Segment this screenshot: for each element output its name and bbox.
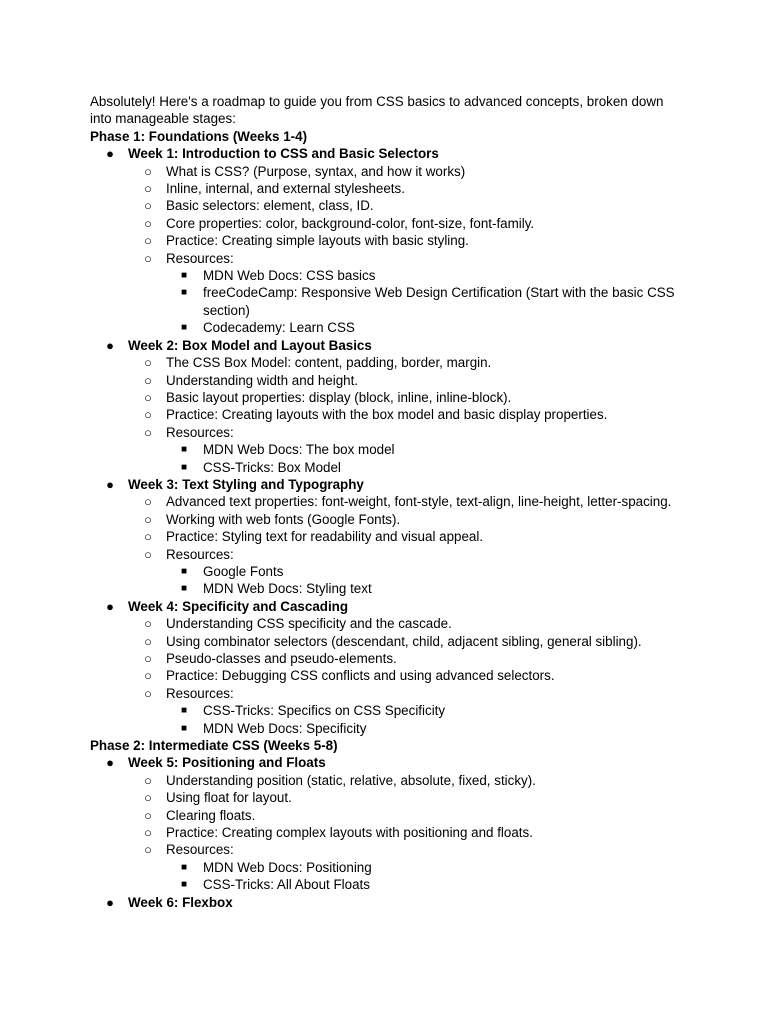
resource-list [166, 702, 680, 737]
filled-circle-bullet-icon: ● [106, 894, 114, 910]
hollow-circle-bullet-icon: ○ [144, 163, 152, 179]
hollow-circle-bullet-icon: ○ [144, 616, 152, 632]
topic-item [128, 232, 680, 249]
topic-item [128, 424, 680, 476]
resource-text: Codecademy: Learn CSS [203, 320, 355, 336]
resource-list [166, 441, 680, 476]
resource-text: MDN Web Docs: Styling text [203, 581, 372, 597]
resource-text: CSS-Tricks: Box Model [203, 459, 341, 475]
topic-item [128, 772, 680, 789]
topic-text: Pseudo-classes and pseudo-elements. [166, 651, 397, 666]
topic-text: Advanced text properties: font-weight, font-style, text-align, line-height, letter-spacing. [166, 494, 672, 510]
topic-item [128, 633, 680, 650]
resource-item [166, 580, 680, 597]
topic-item [128, 511, 680, 528]
topic-item [128, 667, 680, 684]
topic-text: Basic layout properties: display (block, inline, inline-block). [166, 389, 512, 405]
hollow-circle-bullet-icon: ○ [144, 407, 152, 423]
topic-text: Resources: [166, 685, 234, 701]
phase-section [90, 737, 680, 911]
hollow-circle-bullet-icon: ○ [144, 807, 152, 823]
week-title: Week 5: Positioning and Floats [128, 755, 326, 771]
topic-text: Basic selectors: element, class, ID. [166, 198, 374, 214]
hollow-circle-bullet-icon: ○ [144, 233, 152, 249]
document-body [90, 93, 680, 911]
topic-item [128, 215, 680, 232]
square-bullet-icon: ■ [180, 861, 188, 873]
topic-text: Clearing floats. [166, 807, 256, 823]
topic-list [128, 615, 680, 737]
resource-list [166, 563, 680, 598]
topic-item [128, 824, 680, 841]
resource-list [166, 267, 680, 337]
resource-text: freeCodeCamp: Responsive Web Design Certification (Start with the basic CSS section) [203, 285, 675, 318]
topic-item [128, 250, 680, 337]
roadmap-phases [90, 128, 680, 911]
topic-text: Practice: Creating simple layouts with basic styling. [166, 233, 469, 249]
topic-item [128, 650, 680, 667]
resource-item [166, 720, 680, 737]
topic-item [128, 406, 680, 423]
topic-text: Using combinator selectors (descendant, child, adjacent sibling, general sibling). [166, 633, 642, 649]
phase-heading: Phase 2: Intermediate CSS (Weeks 5-8) [90, 738, 338, 754]
topic-list [128, 772, 680, 894]
hollow-circle-bullet-icon: ○ [144, 529, 152, 545]
topic-item [128, 354, 680, 371]
topic-text: Practice: Styling text for readability and visual appeal. [166, 529, 484, 545]
topic-text: Understanding CSS specificity and the cascade. [166, 616, 452, 632]
week-item [90, 894, 680, 911]
square-bullet-icon: ■ [180, 705, 188, 717]
resource-text: MDN Web Docs: CSS basics [203, 268, 376, 284]
topic-text: Understanding width and height. [166, 372, 359, 388]
topic-list [128, 493, 680, 597]
filled-circle-bullet-icon: ● [106, 337, 114, 353]
resource-text: CSS-Tricks: All About Floats [203, 877, 370, 893]
week-item [90, 598, 680, 737]
hollow-circle-bullet-icon: ○ [144, 355, 152, 371]
topic-text: Practice: Creating complex layouts with positioning and floats. [166, 825, 533, 841]
resource-item [166, 284, 680, 319]
square-bullet-icon: ■ [180, 879, 188, 891]
phase-section [90, 128, 680, 737]
week-item [90, 754, 680, 893]
square-bullet-icon: ■ [180, 461, 188, 473]
phase-heading: Phase 1: Foundations (Weeks 1-4) [90, 128, 308, 144]
filled-circle-bullet-icon: ● [106, 146, 114, 162]
square-bullet-icon: ■ [180, 322, 188, 334]
topic-item [128, 197, 680, 214]
topic-text: The CSS Box Model: content, padding, border, margin. [166, 355, 492, 371]
square-bullet-icon: ■ [180, 444, 188, 456]
resource-item [166, 441, 680, 458]
hollow-circle-bullet-icon: ○ [144, 511, 152, 527]
topic-text: Practice: Creating layouts with the box model and basic display properties. [166, 407, 608, 423]
hollow-circle-bullet-icon: ○ [144, 215, 152, 231]
hollow-circle-bullet-icon: ○ [144, 685, 152, 701]
topic-item [128, 789, 680, 806]
intro-paragraph: Absolutely! Here's a roadmap to guide you from CSS basics to advanced concepts, broken down into manageable stages: [90, 94, 664, 127]
hollow-circle-bullet-icon: ○ [144, 389, 152, 405]
hollow-circle-bullet-icon: ○ [144, 198, 152, 214]
hollow-circle-bullet-icon: ○ [144, 372, 152, 388]
hollow-circle-bullet-icon: ○ [144, 651, 152, 666]
week-title: Week 4: Specificity and Cascading [128, 598, 349, 614]
topic-item [128, 546, 680, 598]
topic-item [128, 841, 680, 893]
hollow-circle-bullet-icon: ○ [144, 790, 152, 806]
topic-text: Understanding position (static, relative, absolute, fixed, sticky). [166, 772, 536, 788]
resource-item [166, 459, 680, 476]
week-list [90, 754, 680, 911]
hollow-circle-bullet-icon: ○ [144, 546, 152, 562]
topic-item [128, 372, 680, 389]
hollow-circle-bullet-icon: ○ [144, 181, 152, 197]
topic-item [128, 807, 680, 824]
resource-item [166, 702, 680, 719]
week-title: Week 1: Introduction to CSS and Basic Selectors [128, 146, 439, 162]
topic-item [128, 528, 680, 545]
topic-text: Resources: [166, 424, 234, 440]
resource-item [166, 859, 680, 876]
hollow-circle-bullet-icon: ○ [144, 250, 152, 266]
hollow-circle-bullet-icon: ○ [144, 633, 152, 649]
topic-item [128, 163, 680, 180]
topic-text: What is CSS? (Purpose, syntax, and how it works) [166, 163, 466, 179]
week-title: Week 3: Text Styling and Typography [128, 476, 364, 492]
resource-list [166, 859, 680, 894]
filled-circle-bullet-icon: ● [106, 476, 114, 492]
square-bullet-icon: ■ [180, 287, 188, 299]
square-bullet-icon: ■ [180, 722, 188, 734]
square-bullet-icon: ■ [180, 565, 188, 577]
topic-text: Working with web fonts (Google Fonts). [166, 511, 401, 527]
resource-item [166, 563, 680, 580]
topic-item [128, 493, 680, 510]
filled-circle-bullet-icon: ● [106, 755, 114, 771]
resource-item [166, 267, 680, 284]
topic-text: Core properties: color, background-color, font-size, font-family. [166, 215, 535, 231]
week-item [90, 145, 680, 336]
resource-text: Google Fonts [203, 563, 284, 579]
square-bullet-icon: ■ [180, 583, 188, 595]
resource-text: CSS-Tricks: Specifics on CSS Specificity [203, 703, 446, 719]
topic-text: Resources: [166, 546, 234, 562]
hollow-circle-bullet-icon: ○ [144, 494, 152, 510]
hollow-circle-bullet-icon: ○ [144, 668, 152, 684]
topic-text: Resources: [166, 250, 234, 266]
resource-item [166, 876, 680, 893]
week-item [90, 476, 680, 598]
topic-item [128, 180, 680, 197]
topic-list [128, 354, 680, 476]
topic-text: Practice: Debugging CSS conflicts and using advanced selectors. [166, 668, 555, 684]
resource-item [166, 319, 680, 336]
hollow-circle-bullet-icon: ○ [144, 825, 152, 841]
topic-text: Using float for layout. [166, 790, 292, 806]
topic-item [128, 389, 680, 406]
hollow-circle-bullet-icon: ○ [144, 842, 152, 858]
week-title: Week 2: Box Model and Layout Basics [128, 337, 372, 353]
topic-item [128, 685, 680, 737]
resource-text: MDN Web Docs: Specificity [203, 720, 367, 736]
topic-item [128, 615, 680, 632]
topic-list [128, 163, 680, 337]
square-bullet-icon: ■ [180, 270, 188, 282]
hollow-circle-bullet-icon: ○ [144, 772, 152, 788]
resource-text: MDN Web Docs: Positioning [203, 859, 372, 875]
hollow-circle-bullet-icon: ○ [144, 424, 152, 440]
topic-text: Inline, internal, and external stylesheets. [166, 181, 405, 197]
resource-text: MDN Web Docs: The box model [203, 442, 395, 458]
topic-text: Resources: [166, 842, 234, 858]
week-list [90, 145, 680, 737]
week-title: Week 6: Flexbox [128, 894, 233, 910]
week-item [90, 337, 680, 476]
filled-circle-bullet-icon: ● [106, 598, 114, 614]
